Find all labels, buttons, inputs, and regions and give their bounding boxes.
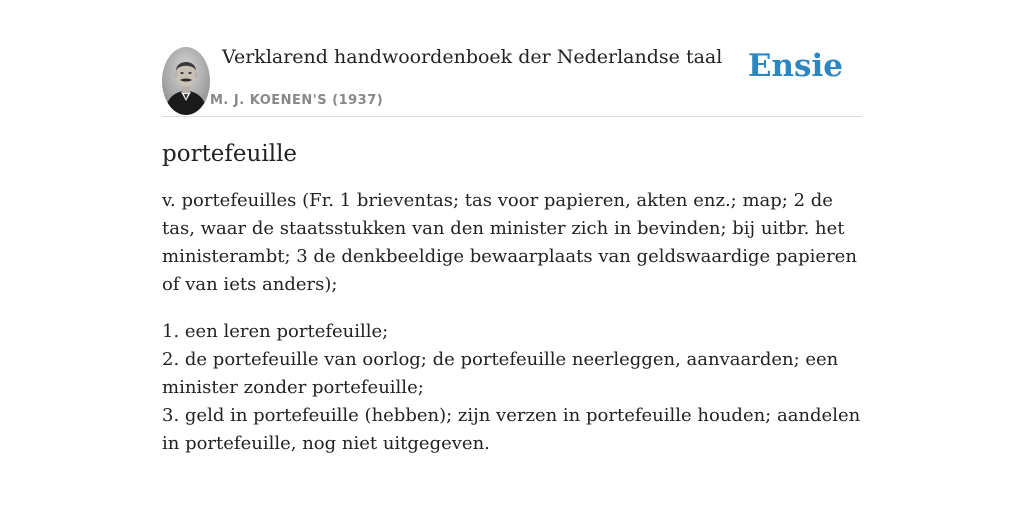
ensie-logo-link[interactable]: Ensie — [747, 48, 843, 84]
book-header — [162, 44, 862, 117]
author-portrait-image — [162, 47, 210, 115]
example-item: 2. de portefeuille van oorlog; de portefeuille neerleggen, aanvaarden; een minister zonder portefeuille; — [162, 349, 839, 398]
book-author: M. J. KOENEN'S (1937) — [210, 93, 384, 108]
example-item: 1. een leren portefeuille; — [162, 321, 389, 342]
author-portrait — [162, 47, 210, 115]
book-title: Verklarend handwoordenboek der Nederlandse taal — [222, 46, 723, 68]
entry-definition: v. portefeuilles (Fr. 1 brieventas; tas voor papieren, akten enz.; map; 2 de tas, waar de staatsstukken van den minister zich in bevinden; bij uitbr. het ministerambt; 3 de denkbeeldige bewaarplaats van geldswaardige papieren of van iets anders); — [162, 190, 857, 295]
example-item: 3. geld in portefeuille (hebben); zijn verzen in portefeuille houden; aandelen in portefeuille, nog niet uitgegeven. — [162, 405, 861, 454]
entry-headword: portefeuille — [162, 141, 298, 167]
dictionary-entry — [162, 136, 862, 458]
entry-examples — [162, 318, 862, 458]
